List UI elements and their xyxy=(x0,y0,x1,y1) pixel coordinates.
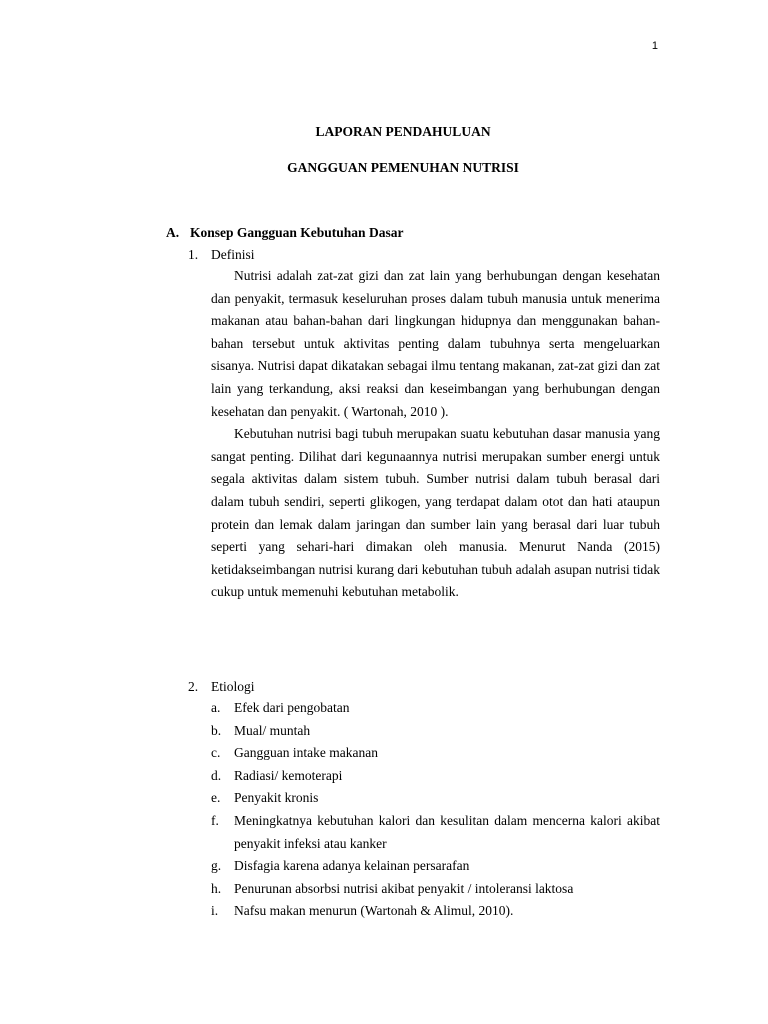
list-item-text: Gangguan intake makanan xyxy=(234,745,378,761)
document-title: LAPORAN PENDAHULUAN xyxy=(315,124,491,139)
definisi-number: 1. xyxy=(188,247,199,262)
list-item-text: Penurunan absorbsi nutrisi akibat penyakit / intoleransi laktosa xyxy=(234,880,574,896)
list-item xyxy=(211,742,660,765)
list-marker: b. xyxy=(211,722,222,738)
list-item xyxy=(211,878,660,901)
list-marker: c. xyxy=(211,745,221,761)
list-item-text: Mual/ muntah xyxy=(234,722,311,738)
section-letter: A. xyxy=(166,225,180,240)
list-marker: e. xyxy=(211,790,221,806)
list-item-text: Penyakit kronis xyxy=(234,790,319,806)
list-item xyxy=(211,810,660,855)
paragraph: Nutrisi adalah zat-zat gizi dan zat lain yang berhubungan dengan kesehatan dan penyakit, termasuk keseluruhan proses dalam tubuh manusia untuk menerima makanan atau bahan-bahan dari lingkungan hidupnya dan menggunakan bahan-bahan tersebut untuk aktivitas penting dalam tubuhnya serta mengeluarkan sisanya. Nutrisi dapat dikatakan sebagai ilmu tentang makanan, zat-zat gizi dan zat lain yang terkandung, aksi reaksi dan keseimbangan yang berhubungan dengan kesehatan dan penyakit. ( Wartonah, 2010 ). xyxy=(211,268,660,419)
list-item xyxy=(211,765,660,788)
list-marker: i. xyxy=(211,903,219,919)
list-item-text: Efek dari pengobatan xyxy=(234,700,350,715)
etiologi-list xyxy=(211,697,660,923)
list-item xyxy=(211,787,660,810)
page-number: 1 xyxy=(651,40,658,52)
list-marker: g. xyxy=(211,858,222,874)
list-item xyxy=(211,900,660,923)
list-item xyxy=(211,855,660,878)
list-item-text: Meningkatnya kebutuhan kalori dan kesulitan dalam mencerna kalori akibat penyakit infeksi atau kanker xyxy=(234,812,660,851)
list-item-text: Disfagia karena adanya kelainan persarafan xyxy=(234,858,470,874)
document-subtitle: GANGGUAN PEMENUHAN NUTRISI xyxy=(287,160,519,175)
list-marker: f. xyxy=(211,812,219,828)
list-item xyxy=(211,697,660,720)
etiologi-heading-text: Etiologi xyxy=(211,679,255,694)
etiologi-heading xyxy=(188,679,255,695)
list-marker: a. xyxy=(211,700,221,715)
definisi-heading xyxy=(188,247,255,263)
definisi-heading-text: Definisi xyxy=(211,247,255,262)
section-heading-text: Konsep Gangguan Kebutuhan Dasar xyxy=(190,225,404,240)
list-item xyxy=(211,720,660,743)
definisi-body xyxy=(211,265,660,604)
list-item-text: Nafsu makan menurun (Wartonah & Alimul, 2010). xyxy=(234,903,514,919)
paragraph: Kebutuhan nutrisi bagi tubuh merupakan suatu kebutuhan dasar manusia yang sangat penting. Dilihat dari kegunaannya nutrisi merupakan sumber energi untuk segala aktivitas dalam sistem tubuh. Sumber nutrisi dalam tubuh berasal dari dalam tubuh sendiri, seperti glikogen, yang terdapat dalam otot dan hati ataupun protein dan lemak dalam jaringan dan sumber lain yang berasal dari luar tubuh seperti yang sehari-hari dimakan oleh manusia. Menurut Nanda (2015) ketidakseimbangan nutrisi kurang dari kebutuhan tubuh adalah asupan nutrisi tidak cukup untuk memenuhi kebutuhan metabolik. xyxy=(211,426,660,600)
list-marker: d. xyxy=(211,767,222,783)
list-item-text: Radiasi/ kemoterapi xyxy=(234,767,343,783)
section-heading xyxy=(166,225,403,241)
etiologi-number: 2. xyxy=(188,679,199,694)
list-marker: h. xyxy=(211,880,222,896)
